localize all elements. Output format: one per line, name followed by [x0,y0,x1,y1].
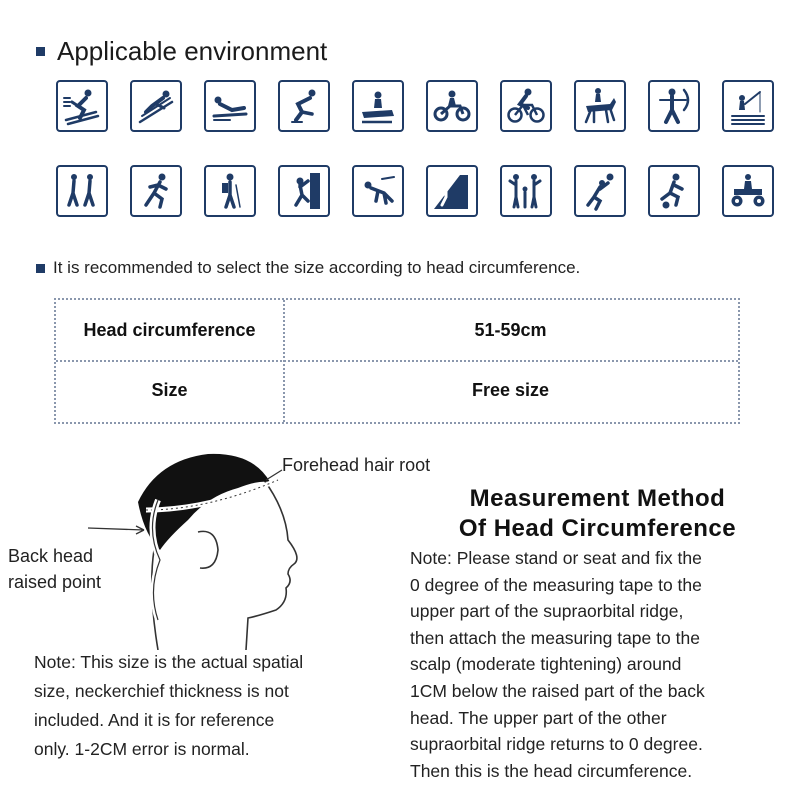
size-note-line: included. And it is for reference [34,710,275,730]
measurement-method-title-line-1: Measurement Method [469,485,726,512]
section-title-text: Applicable environment [57,36,328,66]
horse-riding-icon [574,80,626,132]
size-note-line: Note: This size is the actual spatial [34,652,304,672]
method-note-line: 0 degree of the measuring tape to the [410,574,702,595]
mountaineering-icon [426,165,478,217]
section-title [36,36,327,67]
recommendation-text: It is recommended to select the size according to head circumference. [53,258,581,277]
atv-icon [722,165,774,217]
method-note-line: head. The upper part of the other [410,707,667,728]
table-cell-head-circumference-value: 51-59cm [474,320,547,340]
size-note [34,648,394,764]
ski-jump-icon [130,80,182,132]
table-cell-size-label: Size [151,380,188,400]
table-column-divider [283,300,285,422]
skiing-icon [56,80,108,132]
method-note-line: 1CM below the raised part of the back [410,680,705,701]
table-row-divider [56,360,738,362]
measurement-method-title [420,484,775,544]
trekking-icon [204,165,256,217]
motorcycle-icon [426,80,478,132]
luge-icon [204,80,256,132]
running-icon [130,165,182,217]
speed-skating-icon [278,80,330,132]
method-note-line: upper part of the supraorbital ridge, [410,601,684,622]
size-note-line: size, neckerchief thickness is not [34,681,289,701]
table-cell-head-circumference-label: Head circumference [83,320,256,340]
method-note-line: then attach the measuring tape to the [410,627,700,648]
crawling-icon [352,165,404,217]
size-note-line: only. 1-2CM error is normal. [34,739,250,759]
table-cell-size-value: Free size [471,380,550,400]
soccer-icon [648,165,700,217]
size-recommendation [36,258,580,278]
back-head-label-line-1: Back head [8,546,94,566]
method-note-line: Note: Please stand or seat and fix the [410,548,702,568]
back-head-raised-point-label [8,543,101,595]
size-table [54,298,740,424]
head-measurement-illustration [88,440,308,650]
method-note-line: scalp (moderate tightening) around [410,654,682,675]
method-note-line: Then this is the head circumference. [410,760,693,781]
family-icon [500,165,552,217]
bullet-square-icon [36,264,45,273]
volleyball-icon [574,165,626,217]
back-head-label-line-2: raised point [8,572,102,592]
forehead-hair-root-label: Forehead hair root [282,455,431,475]
hiking-group-icon [56,165,108,217]
ice-fishing-icon [722,80,774,132]
measurement-method-note [410,545,790,784]
climbing-icon [278,165,330,217]
bullet-square-icon [36,47,45,56]
archery-icon [648,80,700,132]
cycling-icon [500,80,552,132]
method-note-line: supraorbital ridge returns to 0 degree. [410,734,703,755]
snowmobile-icon [352,80,404,132]
measurement-method-title-line-2: Of Head Circumference [458,515,737,542]
